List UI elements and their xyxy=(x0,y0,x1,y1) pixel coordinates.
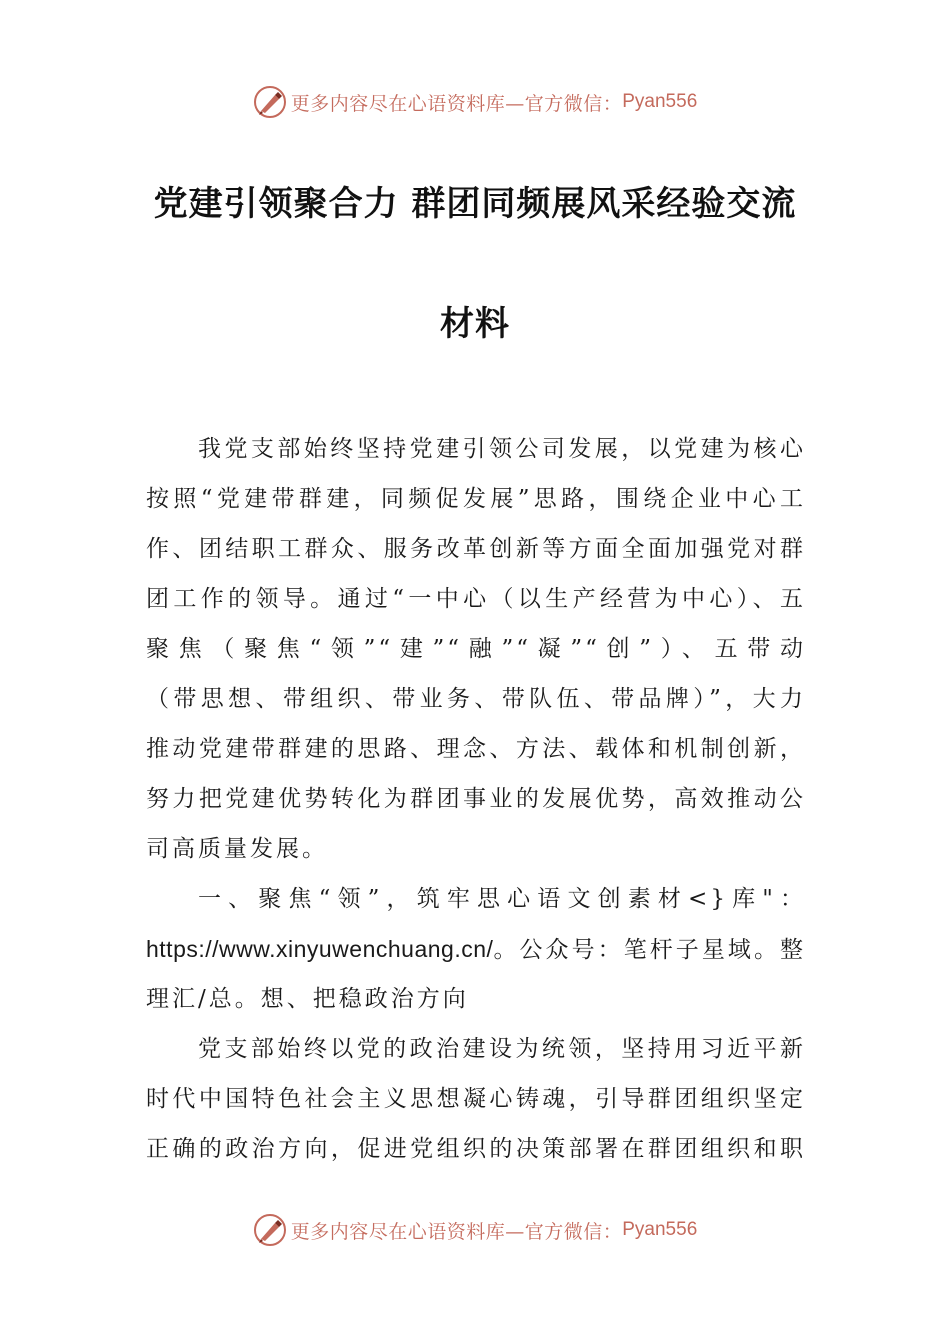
paragraph-1-line: （带思想、带组织、带业务、带队伍、带品牌）”，大力 xyxy=(146,686,806,712)
watermark-banner-top xyxy=(0,80,950,124)
document-body xyxy=(146,424,806,1174)
paragraph-2-line: 时代中国特色社会主义思想凝心铸魂，引导群团组织坚定 xyxy=(146,1086,806,1112)
section-heading-1-line xyxy=(146,924,806,974)
pen-logo-icon xyxy=(253,1213,287,1247)
paragraph-1-line: 按照“党建带群建，同频促发展”思路，围绕企业中心工 xyxy=(146,486,806,512)
heading-text: 。公众号：笔杆子星域。整 xyxy=(493,937,806,963)
paragraph-1-line: 司高质量发展。 xyxy=(146,836,328,862)
watermark-banner-bottom xyxy=(0,1208,950,1252)
paragraph-1-line: 努力把党建优势转化为群团事业的发展优势，高效推动公 xyxy=(146,786,806,812)
document-title-line1: 党建引领聚合力 群团同频展风采经验交流 xyxy=(153,184,797,224)
document-title-line2: 材料 xyxy=(440,304,510,344)
paragraph-1-line: 我党支部始终坚持党建引领公司发展，以党建为核心 xyxy=(198,436,806,462)
paragraph-1-line: 作、团结职工群众、服务改革创新等方面全面加强党对群 xyxy=(146,536,806,562)
section-heading-1-line: 一、聚焦“领”，筑牢思心语文创素材<}库"： xyxy=(198,886,806,912)
paragraph-2-line: 党支部始终以党的政治建设为统领，坚持用习近平新 xyxy=(198,1036,806,1062)
watermark-text: 更多内容尽在心语资料库—官方微信： xyxy=(290,1220,623,1243)
paragraph-1-line: 聚焦（聚焦“领”“建”“融”“凝”“创”）、五带动 xyxy=(146,636,806,662)
watermark-text: 更多内容尽在心语资料库—官方微信： xyxy=(290,92,623,115)
heading-url-text: https://www.xinyuwenchuang.cn/ xyxy=(146,936,494,962)
watermark-wechat-id: Pyan556 xyxy=(622,1219,698,1240)
paragraph-2-line: 正确的政治方向，促进党组织的决策部署在群团组织和职 xyxy=(146,1136,806,1162)
section-heading-1-line: 理汇/总。想、把稳政治方向 xyxy=(146,986,469,1012)
pen-logo-icon xyxy=(253,85,287,119)
paragraph-1-line: 团工作的领导。通过“一中心（以生产经营为中心）、五 xyxy=(146,586,806,612)
paragraph-1-line: 推动党建带群建的思路、理念、方法、载体和机制创新， xyxy=(146,736,806,762)
watermark-wechat-id: Pyan556 xyxy=(622,91,698,112)
